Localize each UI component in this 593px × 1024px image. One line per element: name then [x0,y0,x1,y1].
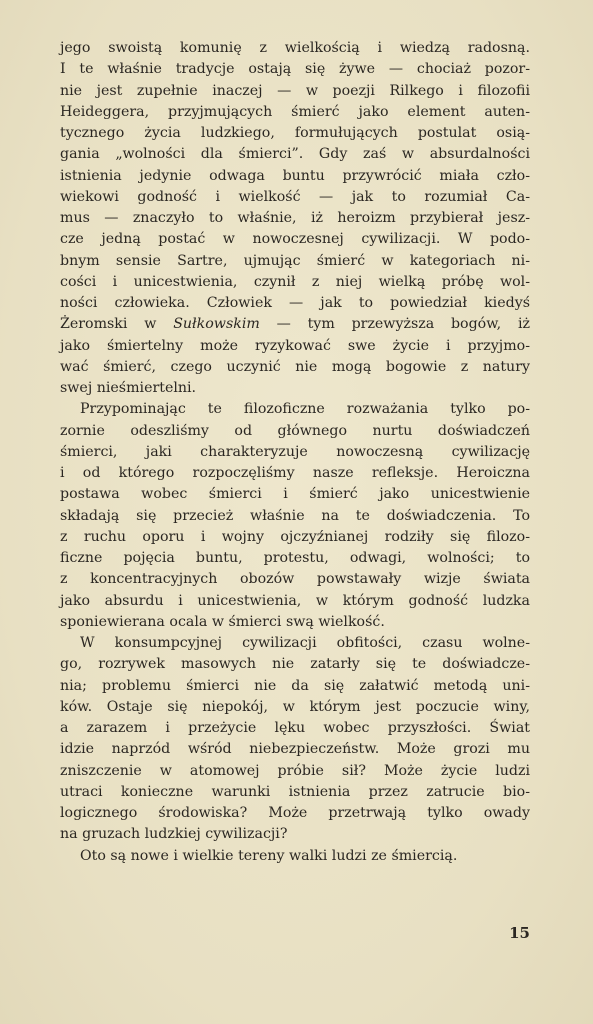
text-line: go, rozrywek masowych nie zatarły się te doświadcze- [60,656,530,673]
text-line: i od którego rozpoczęliśmy nasze refleksje. Heroiczna [60,465,530,481]
text-line: I te właśnie tradycje ostają się żywe — chociaż pozor- [60,61,530,78]
text-line: tycznego życia ludzkiego, formułujących postulat osią- [60,125,530,141]
text-line: gania „wolności dla śmierci”. Gdy zaś w absurdalności [60,146,530,163]
text-line: Przypominając te filozoficzne rozważania tylko po- [80,401,530,418]
text-line: mus — znaczyło to właśnie, iż heroizm przybierał jesz- [60,210,530,226]
text-line: zornie odeszliśmy od głównego nurtu doświadczeń [60,422,530,439]
text-line: jako absurdu i unicestwienia, w którym godność ludzka [60,592,530,609]
text-line: Oto są nowe i wielkie tereny walki ludzi ze śmiercią. [80,847,458,864]
text-line: ności człowieka. Człowiek — jak to powiedział kiedyś [60,295,530,311]
text-line: W konsumpcyjnej cywilizacji obfitości, czasu wolne- [80,635,530,651]
body-text [60,38,530,867]
text-line: istnienia jedynie odwaga buntu przywrócić miała czło- [60,167,530,184]
text-line: z ruchu oporu i wojny ojczyźnianej rodziły się filozo- [60,528,530,545]
text-line: śmierci, jaki charakteryzuje nowoczesną cywilizację [60,443,530,460]
text-line: sponiewierana ocala w śmierci swą wielkość. [60,613,385,630]
text-line: nie jest zupełnie inaczej — w poezji Rilkego i filozofii [60,82,530,99]
text-line: wać śmierć, czego uczynić nie mogą bogowie z natury [60,358,530,375]
text-line: cości i unicestwienia, czynił z niej wielką próbę wol- [60,273,530,290]
text-line: z koncentracyjnych obozów powstawały wizje świata [60,571,530,588]
page-number: 15 [509,924,530,942]
text-line: składają się przecież właśnie na te doświadczenia. To [60,507,530,524]
text-line: ficzne pojęcia buntu, protestu, odwagi, wolności; to [60,550,530,566]
text-line: postawa wobec śmierci i śmierć jako unicestwienie [60,486,530,503]
text-line: logicznego środowiska? Może przetrwają tylko owady [60,805,530,821]
italic-title: Sułkowskim [173,316,260,333]
text-line: zniszczenie w atomowej próbie sił? Może życie ludzi [60,762,530,779]
text-line: cze jedną postać w nowoczesnej cywilizacji. W podo- [60,231,530,248]
text-line: swej nieśmiertelni. [60,380,197,396]
text-line: Heideggera, przyjmujących śmierć jako element auten- [60,103,530,120]
text-line: jego swoistą komunię z wielkością i wiedzą radosną. [60,40,530,56]
text-line: Żeromski w Sułkowskim — tym przewyższa bogów, iż [60,316,530,333]
text-line: utraci konieczne warunki istnienia przez zatrucie bio- [60,783,530,800]
text-line: jako śmiertelny może ryzykować swe życie i przyjmo- [60,337,530,354]
text-line: a zarazem i przeżycie lęku wobec przyszłości. Świat [60,720,530,736]
text-line: bnym sensie Sartre, ujmując śmierć w kategoriach ni- [60,252,530,269]
text-line: wiekowi godność i wielkość — jak to rozumiał Ca- [60,188,530,205]
text-line: idzie naprzód wśród niebezpieczeństw. Może grozi mu [60,741,530,758]
text-line: na gruzach ludzkiej cywilizacji? [60,826,288,843]
text-line: ków. Ostaje się niepokój, w którym jest poczucie winy, [60,698,530,715]
text-line: nia; problemu śmierci nie da się załatwić metodą uni- [60,677,530,694]
